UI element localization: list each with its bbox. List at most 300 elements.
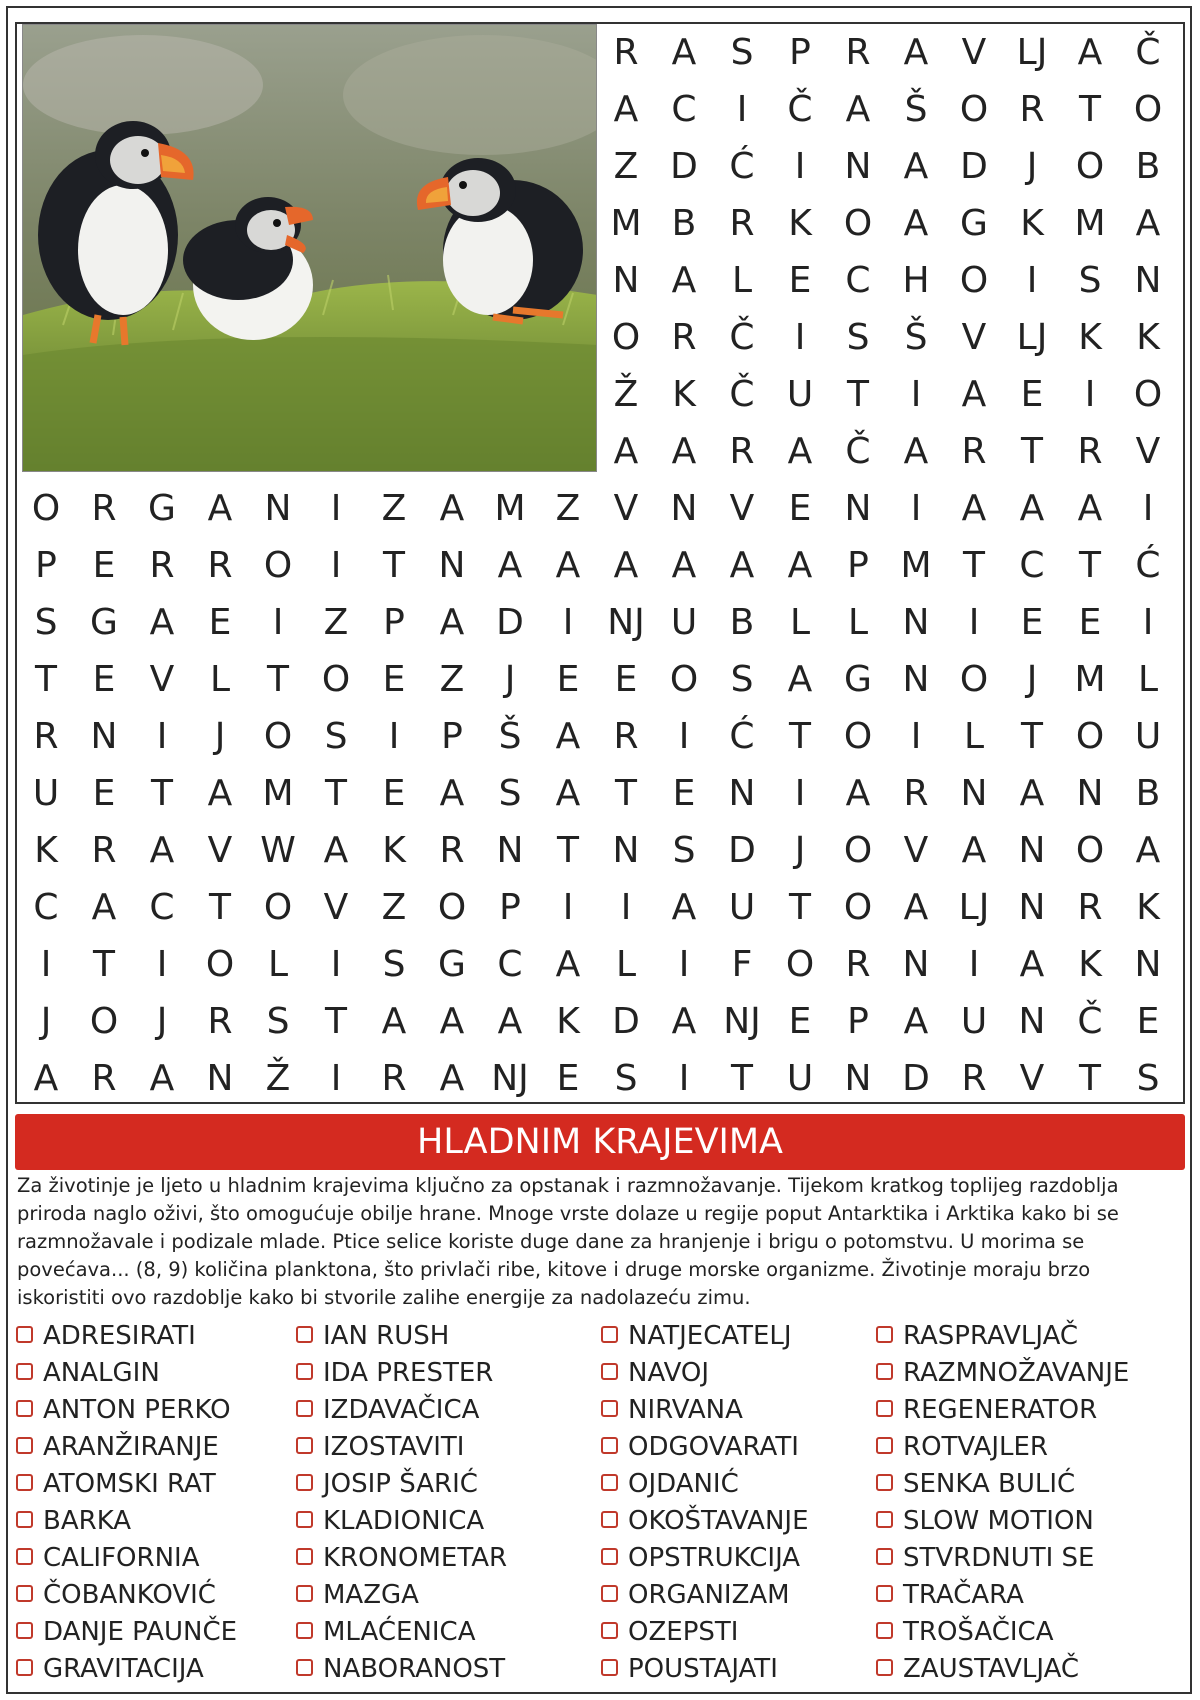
grid-cell[interactable]: N [90, 716, 118, 757]
grid-cell[interactable]: Š [904, 317, 928, 358]
grid-cell[interactable]: A [1077, 488, 1103, 529]
word-item[interactable] [296, 1466, 507, 1503]
word-item[interactable] [876, 1614, 1129, 1651]
grid-cell[interactable]: L [731, 260, 753, 301]
grid-cell[interactable]: A [439, 488, 465, 529]
grid-cell[interactable]: N [1018, 887, 1046, 928]
grid-cell[interactable]: R [149, 545, 175, 586]
grid-cell[interactable]: O [1133, 374, 1163, 415]
grid-cell[interactable]: N [612, 830, 640, 871]
grid-cell[interactable]: LJ [1016, 32, 1048, 73]
grid-cell[interactable]: V [961, 32, 987, 73]
grid-cell[interactable]: J [214, 716, 226, 757]
grid-cell[interactable]: A [1135, 203, 1161, 244]
grid-cell[interactable]: D [728, 830, 756, 871]
grid-cell[interactable]: C [845, 260, 871, 301]
grid-cell[interactable]: S [614, 1058, 638, 1099]
grid-cell[interactable]: V [903, 830, 929, 871]
grid-cell[interactable]: LJ [1016, 317, 1048, 358]
grid-cell[interactable]: U [728, 887, 756, 928]
grid-cell[interactable]: C [149, 887, 175, 928]
grid-cell[interactable]: A [149, 830, 175, 871]
checkbox-icon[interactable] [601, 1659, 618, 1676]
grid-cell[interactable]: V [149, 659, 175, 700]
grid-cell[interactable]: L [963, 716, 985, 757]
grid-cell[interactable]: O [1075, 830, 1105, 871]
grid-cell[interactable]: R [1077, 431, 1103, 472]
grid-cell[interactable]: A [439, 773, 465, 814]
grid-cell[interactable]: A [555, 773, 581, 814]
grid-cell[interactable]: Č [1135, 32, 1161, 73]
grid-cell[interactable]: N [844, 488, 872, 529]
grid-cell[interactable]: L [789, 602, 811, 643]
grid-cell[interactable]: N [438, 545, 466, 586]
grid-cell[interactable]: A [1077, 32, 1103, 73]
grid-cell[interactable]: R [729, 431, 755, 472]
checkbox-icon[interactable] [296, 1659, 313, 1676]
word-item[interactable] [876, 1503, 1129, 1540]
grid-cell[interactable]: I [968, 602, 980, 643]
checkbox-icon[interactable] [16, 1363, 33, 1380]
grid-cell[interactable]: J [1026, 659, 1038, 700]
grid-cell[interactable]: A [207, 773, 233, 814]
grid-cell[interactable]: R [671, 317, 697, 358]
grid-cell[interactable]: Z [381, 488, 407, 529]
grid-cell[interactable]: G [90, 602, 118, 643]
grid-cell[interactable]: M [1074, 659, 1106, 700]
grid-cell[interactable]: U [670, 602, 698, 643]
checkbox-icon[interactable] [601, 1622, 618, 1639]
word-item[interactable] [16, 1577, 237, 1614]
checkbox-icon[interactable] [876, 1659, 893, 1676]
grid-cell[interactable]: E [1078, 602, 1102, 643]
checkbox-icon[interactable] [876, 1437, 893, 1454]
word-item[interactable] [601, 1614, 809, 1651]
grid-cell[interactable]: Č [1077, 1001, 1103, 1042]
grid-cell[interactable]: E [788, 1001, 812, 1042]
grid-cell[interactable]: A [671, 1001, 697, 1042]
grid-cell[interactable]: E [556, 1058, 580, 1099]
grid-cell[interactable]: A [903, 146, 929, 187]
checkbox-icon[interactable] [601, 1326, 618, 1343]
grid-cell[interactable]: D [496, 602, 524, 643]
grid-cell[interactable]: S [382, 944, 406, 985]
grid-cell[interactable]: R [961, 1058, 987, 1099]
grid-cell[interactable]: O [1075, 146, 1105, 187]
grid-cell[interactable]: Z [381, 887, 407, 928]
grid-cell[interactable]: N [902, 659, 930, 700]
grid-cell[interactable]: O [843, 830, 873, 871]
grid-cell[interactable]: K [34, 830, 58, 871]
grid-cell[interactable]: A [787, 431, 813, 472]
grid-cell[interactable]: A [613, 431, 639, 472]
grid-cell[interactable]: V [1019, 1058, 1045, 1099]
grid-cell[interactable]: R [91, 1058, 117, 1099]
word-item[interactable] [296, 1614, 507, 1651]
grid-cell[interactable]: T [151, 773, 173, 814]
grid-cell[interactable]: S [730, 32, 754, 73]
word-item[interactable] [296, 1355, 507, 1392]
grid-cell[interactable]: I [156, 944, 168, 985]
grid-cell[interactable]: I [910, 374, 922, 415]
grid-cell[interactable]: Č [845, 431, 871, 472]
grid-cell[interactable]: O [1075, 716, 1105, 757]
word-item[interactable] [601, 1466, 809, 1503]
grid-cell[interactable]: I [330, 545, 342, 586]
checkbox-icon[interactable] [296, 1585, 313, 1602]
grid-cell[interactable]: A [845, 89, 871, 130]
grid-cell[interactable]: I [330, 488, 342, 529]
grid-cell[interactable]: A [903, 203, 929, 244]
grid-cell[interactable]: O [959, 89, 989, 130]
word-item[interactable] [601, 1429, 809, 1466]
word-item[interactable] [16, 1429, 237, 1466]
grid-cell[interactable]: O [785, 944, 815, 985]
grid-cell[interactable]: Z [613, 146, 639, 187]
grid-cell[interactable]: H [902, 260, 930, 301]
grid-cell[interactable]: A [555, 716, 581, 757]
word-item[interactable] [16, 1651, 237, 1688]
grid-cell[interactable]: L [209, 659, 231, 700]
word-item[interactable] [16, 1392, 237, 1429]
grid-cell[interactable]: T [789, 887, 811, 928]
grid-cell[interactable]: E [1020, 602, 1044, 643]
grid-cell[interactable]: I [330, 944, 342, 985]
grid-cell[interactable]: N [1018, 830, 1046, 871]
grid-cell[interactable]: E [614, 659, 638, 700]
grid-cell[interactable]: T [731, 1058, 753, 1099]
grid-cell[interactable]: A [903, 1001, 929, 1042]
checkbox-icon[interactable] [296, 1622, 313, 1639]
checkbox-icon[interactable] [876, 1511, 893, 1528]
grid-cell[interactable]: R [903, 773, 929, 814]
word-item[interactable] [876, 1429, 1129, 1466]
word-item[interactable] [876, 1540, 1129, 1577]
grid-cell[interactable]: Č [787, 89, 813, 130]
grid-cell[interactable]: V [729, 488, 755, 529]
grid-cell[interactable]: S [1136, 1058, 1160, 1099]
checkbox-icon[interactable] [296, 1474, 313, 1491]
grid-cell[interactable]: T [615, 773, 637, 814]
checkbox-icon[interactable] [296, 1363, 313, 1380]
grid-cell[interactable]: A [729, 545, 755, 586]
grid-cell[interactable]: O [959, 659, 989, 700]
word-item[interactable] [601, 1392, 809, 1429]
checkbox-icon[interactable] [601, 1548, 618, 1565]
grid-cell[interactable]: A [671, 32, 697, 73]
checkbox-icon[interactable] [296, 1548, 313, 1565]
word-item[interactable] [296, 1503, 507, 1540]
grid-cell[interactable]: R [91, 830, 117, 871]
grid-cell[interactable]: Ć [729, 716, 755, 757]
grid-cell[interactable]: I [562, 887, 574, 928]
grid-cell[interactable]: O [437, 887, 467, 928]
grid-cell[interactable]: I [40, 944, 52, 985]
word-item[interactable] [296, 1651, 507, 1688]
grid-cell[interactable]: Ć [1135, 545, 1161, 586]
checkbox-icon[interactable] [16, 1474, 33, 1491]
grid-cell[interactable]: NJ [491, 1058, 529, 1099]
grid-cell[interactable]: N [902, 602, 930, 643]
grid-cell[interactable]: T [93, 944, 115, 985]
grid-cell[interactable]: T [325, 1001, 347, 1042]
grid-cell[interactable]: A [903, 32, 929, 73]
checkbox-icon[interactable] [296, 1437, 313, 1454]
grid-cell[interactable]: V [323, 887, 349, 928]
grid-cell[interactable]: V [1135, 431, 1161, 472]
grid-cell[interactable]: O [843, 887, 873, 928]
grid-cell[interactable]: E [92, 545, 116, 586]
grid-cell[interactable]: N [670, 488, 698, 529]
grid-cell[interactable]: A [439, 1058, 465, 1099]
grid-cell[interactable]: T [557, 830, 579, 871]
grid-cell[interactable]: I [794, 146, 806, 187]
checkbox-icon[interactable] [296, 1326, 313, 1343]
grid-cell[interactable]: A [787, 659, 813, 700]
checkbox-icon[interactable] [601, 1474, 618, 1491]
grid-cell[interactable]: O [263, 716, 293, 757]
grid-cell[interactable]: R [439, 830, 465, 871]
grid-cell[interactable]: I [156, 716, 168, 757]
grid-cell[interactable]: P [35, 545, 57, 586]
grid-cell[interactable]: S [34, 602, 58, 643]
grid-cell[interactable]: I [678, 944, 690, 985]
grid-cell[interactable]: O [959, 260, 989, 301]
grid-cell[interactable]: K [788, 203, 812, 244]
grid-cell[interactable]: N [1134, 944, 1162, 985]
grid-cell[interactable]: O [31, 488, 61, 529]
grid-cell[interactable]: K [1078, 317, 1102, 358]
grid-cell[interactable]: U [960, 1001, 988, 1042]
grid-cell[interactable]: P [789, 32, 811, 73]
grid-cell[interactable]: R [613, 32, 639, 73]
grid-cell[interactable]: NJ [723, 1001, 761, 1042]
word-item[interactable] [296, 1318, 507, 1355]
grid-cell[interactable]: Z [323, 602, 349, 643]
grid-cell[interactable]: A [845, 773, 871, 814]
grid-cell[interactable]: P [847, 545, 869, 586]
grid-cell[interactable]: A [323, 830, 349, 871]
grid-cell[interactable]: O [263, 887, 293, 928]
grid-cell[interactable]: N [844, 1058, 872, 1099]
grid-cell[interactable]: E [788, 488, 812, 529]
grid-cell[interactable]: O [611, 317, 641, 358]
grid-cell[interactable]: T [35, 659, 57, 700]
grid-cell[interactable]: P [499, 887, 521, 928]
grid-cell[interactable]: G [148, 488, 176, 529]
grid-cell[interactable]: N [206, 1058, 234, 1099]
checkbox-icon[interactable] [601, 1363, 618, 1380]
grid-cell[interactable]: R [961, 431, 987, 472]
checkbox-icon[interactable] [876, 1585, 893, 1602]
grid-cell[interactable]: M [1074, 203, 1106, 244]
grid-cell[interactable]: R [207, 1001, 233, 1042]
grid-cell[interactable]: T [789, 716, 811, 757]
grid-cell[interactable]: P [383, 602, 405, 643]
grid-cell[interactable]: V [207, 830, 233, 871]
grid-cell[interactable]: T [1021, 716, 1043, 757]
checkbox-icon[interactable] [16, 1511, 33, 1528]
grid-cell[interactable]: F [731, 944, 753, 985]
checkbox-icon[interactable] [16, 1585, 33, 1602]
word-item[interactable] [601, 1540, 809, 1577]
grid-cell[interactable]: A [1135, 830, 1161, 871]
grid-cell[interactable]: Ž [613, 374, 639, 415]
grid-cell[interactable]: D [612, 1001, 640, 1042]
grid-cell[interactable]: R [33, 716, 59, 757]
grid-cell[interactable]: N [1134, 260, 1162, 301]
grid-cell[interactable]: K [556, 1001, 580, 1042]
grid-cell[interactable]: M [262, 773, 294, 814]
checkbox-icon[interactable] [601, 1437, 618, 1454]
grid-cell[interactable]: C [1019, 545, 1045, 586]
word-item[interactable] [601, 1318, 809, 1355]
checkbox-icon[interactable] [876, 1363, 893, 1380]
grid-cell[interactable]: C [671, 89, 697, 130]
grid-cell[interactable]: O [843, 203, 873, 244]
grid-cell[interactable]: S [324, 716, 348, 757]
grid-cell[interactable]: A [903, 887, 929, 928]
grid-cell[interactable]: G [960, 203, 988, 244]
grid-cell[interactable]: U [1134, 716, 1162, 757]
grid-cell[interactable]: N [264, 488, 292, 529]
grid-cell[interactable]: R [1019, 89, 1045, 130]
grid-cell[interactable]: P [441, 716, 463, 757]
grid-cell[interactable]: Ž [265, 1058, 291, 1099]
checkbox-icon[interactable] [296, 1400, 313, 1417]
grid-cell[interactable]: N [844, 146, 872, 187]
grid-cell[interactable]: E [382, 773, 406, 814]
grid-cell[interactable]: L [615, 944, 637, 985]
grid-cell[interactable]: K [1136, 887, 1160, 928]
grid-cell[interactable]: Č [729, 374, 755, 415]
grid-cell[interactable]: I [388, 716, 400, 757]
grid-cell[interactable]: I [794, 317, 806, 358]
word-item[interactable] [601, 1651, 809, 1688]
grid-cell[interactable]: I [330, 1058, 342, 1099]
grid-cell[interactable]: G [844, 659, 872, 700]
grid-cell[interactable]: M [610, 203, 642, 244]
grid-cell[interactable]: A [207, 488, 233, 529]
grid-cell[interactable]: U [786, 1058, 814, 1099]
grid-cell[interactable]: A [1019, 488, 1045, 529]
word-item[interactable] [601, 1503, 809, 1540]
grid-cell[interactable]: A [149, 1058, 175, 1099]
checkbox-icon[interactable] [601, 1585, 618, 1602]
grid-cell[interactable]: O [1133, 89, 1163, 130]
grid-cell[interactable]: A [439, 1001, 465, 1042]
grid-cell[interactable]: K [1136, 317, 1160, 358]
grid-cell[interactable]: A [903, 431, 929, 472]
grid-cell[interactable]: V [613, 488, 639, 529]
checkbox-icon[interactable] [601, 1511, 618, 1528]
grid-cell[interactable]: Š [904, 89, 928, 130]
checkbox-icon[interactable] [876, 1326, 893, 1343]
grid-cell[interactable]: N [728, 773, 756, 814]
word-item[interactable] [601, 1577, 809, 1614]
grid-cell[interactable]: O [321, 659, 351, 700]
grid-cell[interactable]: A [961, 374, 987, 415]
checkbox-icon[interactable] [876, 1400, 893, 1417]
grid-cell[interactable]: N [1018, 1001, 1046, 1042]
grid-cell[interactable]: N [902, 944, 930, 985]
grid-cell[interactable]: A [439, 602, 465, 643]
word-item[interactable] [296, 1540, 507, 1577]
word-item[interactable] [16, 1355, 237, 1392]
grid-cell[interactable]: O [843, 716, 873, 757]
grid-cell[interactable]: K [672, 374, 696, 415]
word-item[interactable] [16, 1614, 237, 1651]
checkbox-icon[interactable] [16, 1437, 33, 1454]
word-item[interactable] [296, 1429, 507, 1466]
grid-cell[interactable]: I [620, 887, 632, 928]
grid-cell[interactable]: O [89, 1001, 119, 1042]
grid-cell[interactable]: G [438, 944, 466, 985]
grid-cell[interactable]: M [494, 488, 526, 529]
grid-cell[interactable]: A [961, 488, 987, 529]
grid-cell[interactable]: K [1020, 203, 1044, 244]
grid-cell[interactable]: Z [555, 488, 581, 529]
grid-cell[interactable]: R [1077, 887, 1103, 928]
grid-cell[interactable]: J [40, 1001, 52, 1042]
grid-cell[interactable]: I [910, 716, 922, 757]
grid-cell[interactable]: I [968, 944, 980, 985]
grid-cell[interactable]: D [670, 146, 698, 187]
grid-cell[interactable]: S [266, 1001, 290, 1042]
word-item[interactable] [876, 1318, 1129, 1355]
grid-cell[interactable]: S [730, 659, 754, 700]
grid-cell[interactable]: NJ [607, 602, 645, 643]
grid-cell[interactable]: A [555, 545, 581, 586]
grid-cell[interactable]: R [207, 545, 233, 586]
checkbox-icon[interactable] [16, 1326, 33, 1343]
grid-cell[interactable]: M [900, 545, 932, 586]
word-item[interactable] [296, 1577, 507, 1614]
grid-cell[interactable]: K [1078, 944, 1102, 985]
word-item[interactable] [16, 1318, 237, 1355]
grid-cell[interactable]: P [847, 1001, 869, 1042]
checkbox-icon[interactable] [16, 1659, 33, 1676]
grid-cell[interactable]: LJ [958, 887, 990, 928]
grid-cell[interactable]: Ć [729, 146, 755, 187]
grid-cell[interactable]: T [963, 545, 985, 586]
grid-cell[interactable]: J [1026, 146, 1038, 187]
grid-cell[interactable]: S [846, 317, 870, 358]
grid-cell[interactable]: A [497, 545, 523, 586]
word-item[interactable] [16, 1503, 237, 1540]
grid-cell[interactable]: B [1135, 773, 1161, 814]
grid-cell[interactable]: T [325, 773, 347, 814]
word-item[interactable] [876, 1355, 1129, 1392]
grid-cell[interactable]: Š [498, 716, 522, 757]
grid-cell[interactable]: R [845, 32, 871, 73]
grid-cell[interactable]: L [847, 602, 869, 643]
grid-cell[interactable]: N [1076, 773, 1104, 814]
grid-cell[interactable]: C [497, 944, 523, 985]
grid-cell[interactable]: L [267, 944, 289, 985]
grid-cell[interactable]: I [1026, 260, 1038, 301]
grid-cell[interactable]: T [1021, 431, 1043, 472]
grid-cell[interactable]: R [613, 716, 639, 757]
grid-cell[interactable]: I [272, 602, 284, 643]
grid-cell[interactable]: E [1020, 374, 1044, 415]
grid-cell[interactable]: A [671, 260, 697, 301]
checkbox-icon[interactable] [876, 1474, 893, 1491]
grid-cell[interactable]: B [1135, 146, 1161, 187]
grid-cell[interactable]: I [678, 1058, 690, 1099]
grid-cell[interactable]: J [504, 659, 516, 700]
grid-cell[interactable]: J [156, 1001, 168, 1042]
